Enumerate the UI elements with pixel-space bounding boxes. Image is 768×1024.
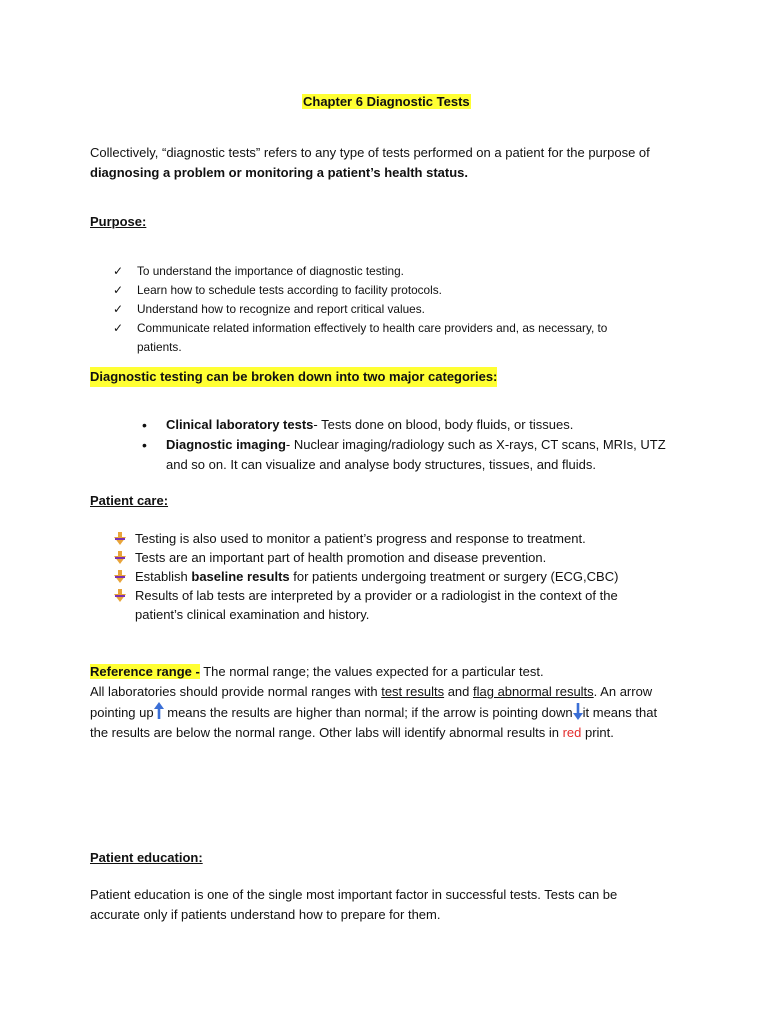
up-arrow-icon xyxy=(154,702,164,720)
reference-text: means the results are higher than normal; if the arrow is pointing down xyxy=(163,705,573,720)
list-item xyxy=(113,548,658,567)
intro-text: Collectively, “diagnostic tests” refers to any type of tests performed on a patient for the purpose of xyxy=(90,145,650,160)
list-item xyxy=(113,586,658,624)
list-item-text: Communicate related information effectively to health care providers and, as necessary, to patients. xyxy=(137,321,608,354)
list-item xyxy=(113,567,658,586)
list-item xyxy=(142,415,677,435)
intro-bold-text: diagnosing a problem or monitoring a patient’s health status. xyxy=(90,165,468,180)
list-item xyxy=(113,281,653,300)
checkmark-icon: ✓ xyxy=(113,302,124,316)
list-item xyxy=(113,529,658,548)
reference-text: All laboratories should provide normal ranges with xyxy=(90,684,382,699)
list-item xyxy=(142,435,677,475)
purpose-list xyxy=(113,262,653,357)
list-item-bold-text: baseline results xyxy=(191,569,290,584)
list-item-text: for patients undergoing treatment or surgery (ECG,CBC) xyxy=(289,569,619,584)
list-item-text: Results of lab tests are interpreted by a provider or a radiologist in the context of the patient’s clinical examination and history. xyxy=(135,588,618,622)
test-results-link: test results xyxy=(381,684,445,699)
cross-arrow-bullet-icon xyxy=(113,551,127,565)
category-name: Clinical laboratory tests xyxy=(166,417,314,432)
reference-range-definition: The normal range; the values expected for a particular test. xyxy=(199,664,544,679)
reference-text: it means that the results are below the normal range. Other labs will identify abnormal results in xyxy=(90,705,658,740)
category-description: - Nuclear imaging/radiology such as X-rays, CT scans, MRIs, UTZ and so on. It can visualize and analyse body structures, tissues, and fluids. xyxy=(166,437,666,472)
reference-range-paragraph xyxy=(90,662,675,743)
reference-text: and xyxy=(444,684,473,699)
category-description: - Tests done on blood, body fluids, or tissues. xyxy=(313,417,574,432)
purpose-heading: Purpose: xyxy=(90,214,147,229)
page-title: Chapter 6 Diagnostic Tests xyxy=(303,94,470,109)
patient-education-text: Patient education is one of the single most important factor in successful tests. Tests can be accurate only if patients understand how to prepare for them. xyxy=(90,887,618,922)
checkmark-icon: ✓ xyxy=(113,264,124,278)
reference-range-label: Reference range - xyxy=(90,664,200,679)
list-item xyxy=(113,262,653,281)
cross-arrow-bullet-icon xyxy=(113,589,127,603)
list-item-text: Testing is also used to monitor a patient’s progress and response to treatment. xyxy=(135,531,586,546)
red-word: red xyxy=(562,725,582,740)
patient-care-heading: Patient care: xyxy=(90,493,169,508)
checkmark-icon: ✓ xyxy=(113,283,124,297)
bullet-icon: • xyxy=(142,417,147,433)
categories-list xyxy=(142,415,677,475)
list-item-text: Learn how to schedule tests according to facility protocols. xyxy=(137,283,442,297)
list-item-text: To understand the importance of diagnostic testing. xyxy=(137,264,404,278)
patient-care-list xyxy=(113,529,658,624)
down-arrow-icon xyxy=(573,702,583,720)
list-item xyxy=(113,319,653,357)
category-name: Diagnostic imaging xyxy=(166,437,286,452)
list-item xyxy=(113,300,653,319)
bullet-icon: • xyxy=(142,437,147,453)
cross-arrow-bullet-icon xyxy=(113,532,127,546)
checkmark-icon: ✓ xyxy=(113,321,124,335)
list-item-text: Establish xyxy=(135,569,192,584)
patient-education-heading: Patient education: xyxy=(90,850,203,865)
cross-arrow-bullet-icon xyxy=(113,570,127,584)
list-item-text: Understand how to recognize and report critical values. xyxy=(137,302,425,316)
categories-heading: Diagnostic testing can be broken down into two major categories: xyxy=(90,367,497,387)
reference-text: print. xyxy=(581,725,614,740)
reference-text: . An arrow pointing up xyxy=(90,684,653,720)
intro-paragraph xyxy=(90,143,650,183)
list-item-text: Tests are an important part of health promotion and disease prevention. xyxy=(135,550,547,565)
flag-abnormal-results-link: flag abnormal results xyxy=(473,684,594,699)
